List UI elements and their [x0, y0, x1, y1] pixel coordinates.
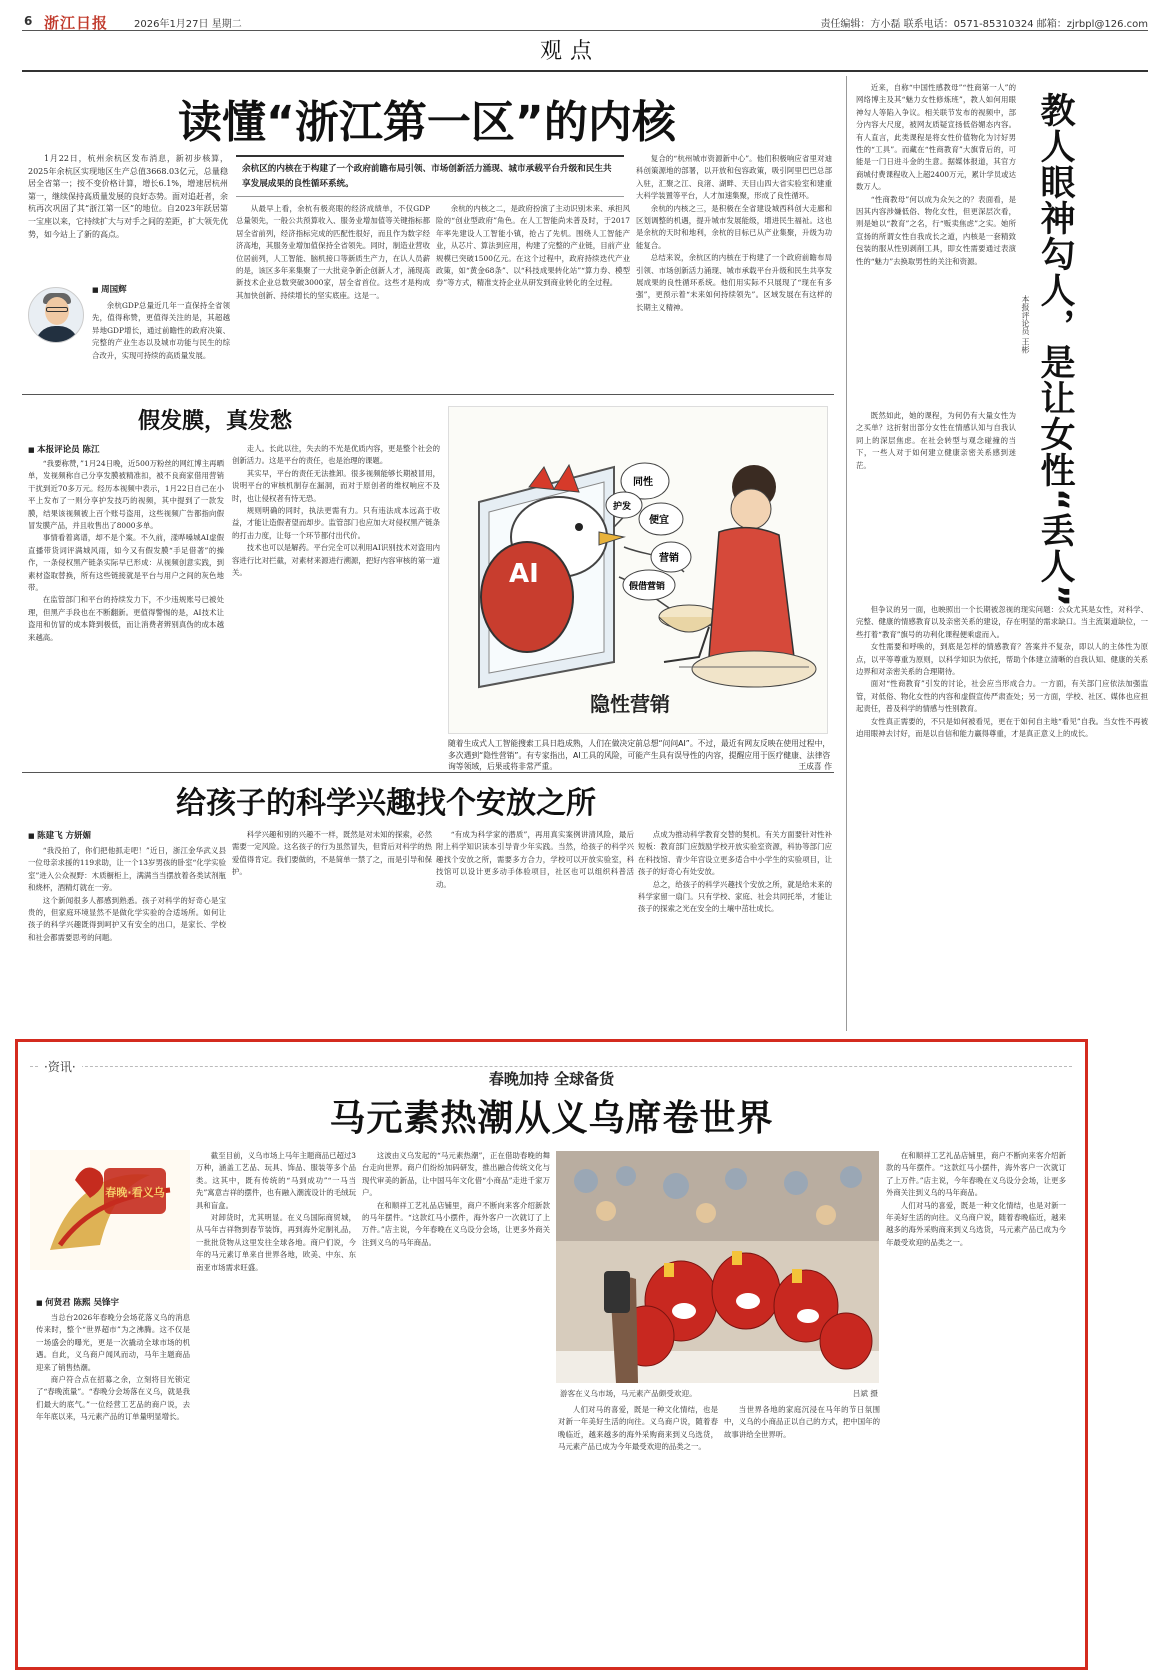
article3-headline: 给孩子的科学兴趣找个安放之所 — [176, 786, 596, 821]
divider — [22, 772, 834, 773]
news-col6: 在和顺祥工艺礼品店铺里，商户不断向来客介绍新款的马年摆件。“这款红马小摆件，海外客户一次就订了上万件。”店主说，今年春晚在义乌设分会场，让更多外商关注到义乌的马年商品。 人们对马的喜爱，既是一种文化情结，也是对新一年美好生活的向往。义乌商户说，随着春晚临近，越来越多的海外采购商来到义乌选货，马元素产品已成为今年最受欢迎的品类之一。 — [886, 1151, 1066, 1247]
issue-date: 2026年1月27日 星期二 — [134, 19, 242, 30]
article3-col4: 点成为推动科学教育交替的契机。有关方面要针对性补短板：教育部门应鼓励学校开放实验室资源，科协等部门应在科技馆、青少年宫设立更多适合中小学生的实验项目，让孩子的好奇心有处安放。 总之，给孩子的科学兴趣找个安放之所，就是给未来的科学家留一扇门。只有学校、家庭、社会共同托举，才能让孩子的探索之光在安全的土壤中茁壮成长。 — [638, 830, 832, 914]
cartoon-svg — [449, 407, 829, 735]
cartoon-credit: 王成喜 作 — [798, 762, 832, 772]
logo-text: 春晚·看义乌 — [105, 1186, 165, 1199]
article4-headline: 教人眼神勾人，是让女性“丢人” — [1035, 92, 1075, 609]
info-rule — [30, 1066, 1072, 1067]
news-byline: ■ 何贤君 陈熙 吴锋宇 — [36, 1296, 119, 1308]
market-photo-svg — [556, 1151, 879, 1383]
divider — [22, 394, 834, 395]
article3-col2: 科学兴趣和别的兴趣不一样，既然是对未知的探索，必然需要一定风险。这名孩子的行为虽然冒失，但背后对科学的热爱值得肯定。我们要做的，不是简单一禁了之，而是引导和保护。 — [232, 830, 432, 877]
article4-col-bottom: 但争议的另一面，也映照出一个长期被忽视的现实问题：公众尤其是女性，对科学、完整、健康的情感教育以及亲密关系的建设，存在明显的需求缺口。当主流渠道缺位，一些打着“教育”旗号的功利化课程便乘虚而入。 女性需要和呼唤的，到底是怎样的情感教育？答案并不复杂，即以人的主体性为原点，以平等尊重为原则，以科学知识为依托，帮助个体建立清晰的自我认知、健康的关系边界和对亲密关系的合理期待。 面对“性商教育”引发的讨论，社会应当形成合力。一方面，有关部门应依法加强监管，对低俗、物化女性的内容和虚假宣传严肃查处；另一方面，学校、社区、媒体也应担起责任，普及科学的情感与性别教育。 女性真正需要的，不只是如何被看见，更在于如何自主地“看见”自我。当女性不再被迫用眼神去讨好，而是以自信和能力赢得尊重，才是真正意义上的成长。 — [856, 605, 1148, 739]
article1-headline: 读懂“浙江第一区”的内核 — [178, 97, 676, 148]
article4-byline: 本报评论员 王彬 — [1021, 295, 1030, 354]
cartoon-label-3: 护发 — [613, 502, 632, 512]
article1-col4: 复合的“杭州城市资源新中心”。他们积极响应省里对迪科创策源地的部署，以开放和包容政策，吸引阿里巴巴总部入驻，汇聚之江、良渚、湖畔、天目山四大省实验室和建重大科学装置等平台，人才加速集聚，形成了良性循环。 余杭的内核之三，是积极在全省建设城西科创大走廊和区划调整的机遇，提升城市发展能级，增进民生福祉。这也是余杭的天时和地利，余杭的目标已从产业集聚，升级为功能复合。 总结来说，余杭区的内核在于构建了一个政府前瞻布局引领、市场创新活力涌现、城市承载平台升级和民生共享发展成果的良性循环系统。他们用实际不只展现了“现在有多强”，更预示着“未来如何持续领先”。区域发展在有这样的长期主义精神。 — [636, 154, 832, 312]
newspaper-logo: 浙江日报 — [44, 14, 109, 32]
section-rule — [22, 70, 1148, 72]
section-title: 观点 — [540, 39, 601, 64]
article2-col1: “我要称赞，”1月24日晚，近500万粉丝的网红博主再晒单，发视频称自己分享发膜被精准扣，被不良商家借用营销干扰到近70多万元。经历本视频中表示，1月22日自己在小平上发布了一则分享护发技巧的视频，其中提到了一款发膜，结果该视频被上百个账号盗用，这些视频广告都指向假冒发膜产品，并且收售出了8000多单。 事情看着离谱，却不是个案。不久前，漾哗嗓城AI虚假直播带货词评满城风雨，如今又有假发膜“手足借著”的操作，一条侵权黑产链条实际早已形成：从视频创意实践，到素材盗取替换，所有这些链接就是平台与用户之间的灰色地带。 在监管部门和平台的持续发力下，不少违规账号已被处理，但黑产手段也在不断翻新。更值得警惕的是，AI技术让盗用和仿冒的成本降到极低，而让消费者辨别真伪的成本越来越高。 — [28, 459, 224, 642]
article2-headline: 假发膜，真发愁 — [138, 409, 293, 434]
news-headline: 马元素热潮从义乌席卷世界 — [329, 1098, 774, 1139]
cartoon-caption: 随着生成式人工智能搜索工具日趋成熟，人们在做决定前总想“问问AI”。不过，最近有网友反映在使用过程中，多次遇到“隐性营销”。有专家指出，AI工具的风险，可能产生具有误导性的内容，提醒应用于医疗健康、法律咨询等领域，后果或将非常严重。 王成喜 作 — [448, 739, 832, 772]
article2-col2: 走人。长此以往，失去的不光是优质内容，更是整个社会的创新活力。这是平台的责任，也是治理的课题。 其实早，平台的责任无法推卸。很多视频能够长期被冒用，说明平台的审核机制存在漏洞，而对于原创者的维权响应不及时，也让侵权者有恃无恐。 规则明确的同时，执法更需有力。只有违法成本远高于收益，才能让造假者望而却步。监管部门也应加大对侵权黑产链条的打击力度，让每一个环节都付出代价。 技术也可以是解药。平台完全可以利用AI识别技术对盗用内容进行比对拦截，对素材来源进行溯源，把好内容审核的第一道关。 — [232, 444, 440, 578]
article2-byline: ■ 本报评论员 陈江 — [28, 443, 100, 455]
cartoon-illustration — [448, 406, 828, 734]
cartoon-label-1: 同性 — [633, 477, 653, 488]
cartoon-label-2: 便宜 — [649, 515, 669, 526]
article1-lead: 1月22日，杭州余杭区发布消息，新初步核算，2025年余杭区实现地区生产总值3668.03亿元，总量稳居全省第一；按不变价格计算，增长6.1%，增速居杭州第一，继续保持高质量发展的良好态势。面对追赶者，余杭再次巩固了其“浙江第一区”的地位。自2023年跃居第一宝座以来，它持续扩大与对手之间的差距，扩大领先优势，如今站上了新的高点。 — [28, 154, 228, 239]
photo-caption: 游客在义乌市场，马元素产品颇受欢迎。 吕斌 摄 — [560, 1389, 878, 1398]
article1-col3: 余杭的内核之二，是政府扮演了主动识别未来、承担风险的“创业型政府”角色。在人工智能尚未普及时，于2017年率先建设人工智能小镇，抢占了先机。围绕人工智能产业，从芯片、算法到应用，构建了完整的产业链，目前产业规模已突破1500亿元。在这个过程中，政府持续迭代产业政策，如“黄金68条”、以“科技成果转化站”“算力券、模型券”等方式，精准支持企业从研发到商业转化的全过程。 — [436, 204, 630, 288]
masthead-rule — [22, 30, 1148, 31]
article1-col1: 余杭GDP总量近几年一直保持全省领先，值得称赞，更值得关注的是，其超越异地GDP增长，通过前瞻性的政府决策、完整的产业生态以及城市功能与民生的综合改升，实现可持续的高质量发展。 — [92, 301, 230, 360]
news-col3: 这波由义乌发起的“马元素热潮”，正在借助春晚的舞台走向世界。商户们纷纷加码研发，推出融合传统文化与现代审美的新品，让中国马年文化借“小商品”走进千家万户。 在和顺祥工艺礼品店铺里，商户不断向来客介绍新款的马年摆件。“这款红马小摆件，海外客户一次就订了上万件。”店主说，今年春晚在义乌设分会场，让更多外商关注到义乌的马年商品。 — [362, 1151, 550, 1247]
article3-col1: “我没拍了，你们把他抓走吧！”近日，浙江金华武义县一位母亲求援的119求助，让一个13岁男孩的卧室“化学实验室”进入公众视野：木质橱柜上，满满当当摆放着各类试剂瓶和烧杯，酒精灯就在一旁。 这个新闻很多人都感到熟悉。孩子对科学的好奇心是宝贵的，但家庭环境显然不是做化学实验的合适场所。如何让孩子的科学兴趣既得到呵护又有安全的出口，是家长、学校和社会都需要思考的问题。 — [28, 846, 226, 942]
cartoon-label-5: 假借营销 — [629, 582, 666, 592]
article3-byline: ■ 陈建飞 方妍媚 — [28, 829, 91, 841]
photo-credit: 吕斌 摄 — [852, 1389, 878, 1398]
article3-col3: “有成为科学家的潜质”，再用真实案例讲清风险，最后附上科学知识读本引导青少年实践。当然，给孩子的科学兴趣找个安放之所，需要多方合力，学校可以开放实验室，科技馆可以设计更多动手体验项目，社区也可以组织科普活动。 — [436, 830, 634, 889]
cartoon-label-4: 营销 — [659, 553, 679, 564]
news-kicker: 春晚加持 全球备货 — [488, 1070, 615, 1088]
editor-line: 责任编辑：方小磊 联系电话：0571-85310324 邮箱：zjrbpl@126.com — [820, 19, 1148, 30]
article4-col-mid: 既然如此，她的课程，为何仍有大量女性为之买单？这折射出部分女性在情感认知与自我认同上的深层焦虑。在社会转型与观念碰撞的当下，一些人对于如何建立健康亲密关系感到迷茫。 — [856, 411, 1016, 470]
article1-col2: 从最早上看，余杭有极亮眼的经济成绩单，不仅GDP总量领先，一般公共预算收入、服务业增加值等关键指标都居全省前列，经济指标完成的匹配性很好，而且作为数字经济高地，其服务业增加值保持全省领先。同时，制造业营收位居前列，人工智能、脑机接口等新质生产力，在认人员薪的是，该区多年来集聚了一大批竞争新企创新人才，涌现高新技术企业总数突破3000家，居全省首位。这些才是构成其加快创新、持续增长的坚实底座。这是一。 — [236, 204, 430, 300]
news-col4: 人们对马的喜爱，既是一种文化情结，也是对新一年美好生活的向往。义乌商户说，随着春晚临近，越来越多的海外采购商来到义乌选货，马元素产品已成为今年最受欢迎的品类之一。 — [558, 1405, 718, 1452]
news-col2: 截至目前，义乌市场上马年主题商品已超过3万种，涵盖工艺品、玩具、饰品、服装等多个品类。这其中，既有传统的“马到成功”“一马当先”寓意吉祥的摆件，也有融入潮流设计的毛绒玩具和盲盒。 对卸货时，尤其明显。在义乌国际商贸城，从马年吉祥物到春节装饰，再到海外定制礼品，一批批货物从这里发往全球各地。商户们说，今年的马元素订单来自世界各地，欧美、中东、东南亚市场需求旺盛。 — [196, 1151, 356, 1272]
horse-logo-icon — [30, 1150, 190, 1270]
article1-summary: 余杭区的内核在于构建了一个政府前瞻布局引领、市场创新活力涌现、城市承载平台升级和民生共享发展成果的良性循环系统。 — [236, 155, 624, 197]
article1-byline: ■ 周国辉 — [92, 283, 127, 295]
article4-col-top: 近来，自称“中国性感教母”“性商第一人”的网络博主及其“魅力女性修炼班”，教人如何用眼神勾人等陷入争议。相关联节发布的视频中，部分内容大尺度，被网友质疑宣扬低俗媚态内容。有人直言，此类课程是将女性价值物化为讨好男性的“工具”。而藏在“性商教育”大旗背后的，可能是一门日进斗金的生意。据媒体报道，其官方商城付费课程收入上超2400万元，累计学员或达数万人。 “性商教母”何以成为众矢之的？表面看，是因其内容涉嫌低俗、物化女性，但更深层次看，则是她以“教育”之名，行“贩卖焦虑”之实。她所宣扬的所谓女性自我成长之道，内核是一套精致包装的服从性别剥削工具，即女性需要通过表演性的“魅力”去换取男性的关注和资源。 — [856, 83, 1016, 266]
news-col1: 当总台2026年春晚分会场花落义乌的消息传来时，整个“世界超市”为之沸腾。这不仅是一场盛会的曝光，更是一次撬动全球市场的机遇。自此，义乌商户闻风而动，马年主题商品迎来了销售热潮。 商户符合点在招募之余，立刻将目光锁定了“春晚流量”。“春晚分会场落在义乌，就是我们最大的底气。”一位经营工艺品的商户说，去年年底以来，马元素产品的订单量明显增长。 — [36, 1313, 190, 1422]
page-number: 6 — [24, 14, 33, 28]
market-photo — [556, 1151, 879, 1383]
info-tag: ·资讯· — [38, 1058, 82, 1075]
author-avatar — [28, 287, 84, 343]
cartoon-title: 隐性营销 — [590, 692, 670, 716]
masthead — [22, 10, 1148, 32]
cartoon-ai-label: AI — [509, 559, 539, 589]
news-col5: 当世界各地的家庭沉浸在马年的节日氛围中，义乌的小商品正以自己的方式，把中国年的故事讲给全世界听。 — [724, 1405, 880, 1439]
spring-gala-logo — [30, 1150, 190, 1270]
column-divider — [846, 76, 847, 1031]
